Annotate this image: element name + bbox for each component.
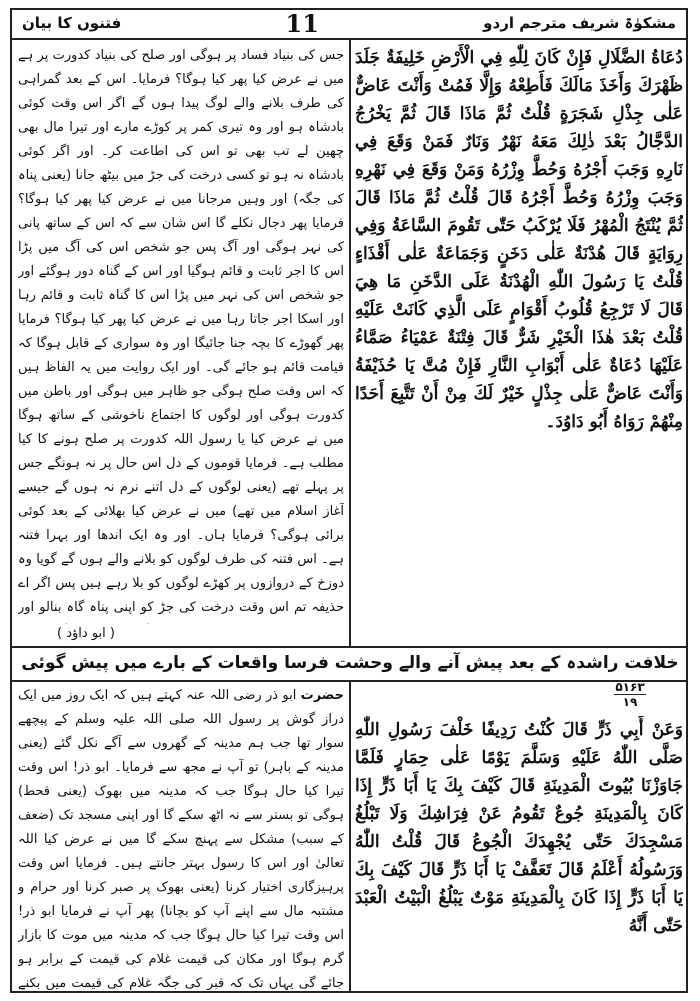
section-heading: خلافت راشدہ کے بعد پیش آنے والے وحشت فرسا واقعات کے بارے میں پیش گوئی	[21, 653, 679, 673]
urdu-translation-bottom	[18, 684, 344, 990]
source-citation: ( ابو داؤد )	[57, 626, 115, 641]
section-divider-upper	[12, 646, 686, 648]
page-header	[12, 8, 686, 40]
hadith-number-main: ۵۱۶۳	[615, 680, 645, 694]
urdu-body-bottom: ابو ذر رضی اللہ عنہ کہتے ہیں کہ ایک روز میں ایک دراز گوش پر رسول اللہ صلی اللہ علیہ وسلم کے پیچھے سوار تھا جب ہم مدینہ کے گھروں سے آگے نکل گئے (یعنی مدینہ کے باہر) تو آپ نے مجھ سے فرمایا۔ ابو ذر! اس وقت تیرا کیا حال ہوگا جب کہ مدینہ میں بھوک (یعنی قحط) ہوگی تو بستر سے نہ اٹھ سکے گا اور اپنی مسجد تک (ضعف کے سبب) مشکل سے پہنچ سکے گا میں نے عرض کیا اللہ تعالیٰ اور اس کا رسول بہتر جانتے ہیں۔ فرمایا اس وقت پرہیزگاری اختیار کرنا (یعنی بھوک پر صبر کرنا اور حرام و مشتبہ مال سے اپنے آپ کو بچانا) پھر آپ نے فرمایا ابو ذر! اس وقت تیرا کیا حال ہوگا جب کہ مدینہ میں موت کا بازار گرم ہوگا اور مکان کی قیمت غلام کی قیمت کے برابر ہو جائے گی یہاں تک کہ قبر کی جگہ غلام کی قیمت میں بکنے	[18, 688, 344, 990]
page-number: 11	[285, 8, 319, 38]
column-divider-top	[349, 40, 351, 646]
hadith-number	[600, 680, 660, 709]
hadith-number-sub: ۱۹	[622, 695, 638, 709]
arabic-text-bottom: وَعَنْ أَبِي ذَرٍّ قَالَ كُنْتُ رَدِيفًا خَلْفَ رَسُولِ اللّٰهِ صَلَّى اللّٰهُ عَلَيْهِ وَسَلَّمَ يَوْمًا عَلٰى حِمَارٍ فَلَمَّا جَاوَزْنَا بُيُوتَ الْمَدِينَةِ قَالَ كَيْفَ بِكَ يَا أَبَا ذَرٍّ إِذَا كَانَ بِالْمَدِينَةِ جُوعٌ تَقُومُ عَنْ فِرَاشِكَ وَلَا تَبْلُغُ مَسْجِدَكَ حَتّٰى يُجْهِدَكَ الْجُوعُ قَالَ قُلْتُ اللّٰهُ وَرَسُولُهُ أَعْلَمُ قَالَ تَعَفَّفْ يَا أَبَا ذَرٍّ قَالَ كَيْفَ بِكَ يَا أَبَا ذَرٍّ إِذَا كَانَ بِالْمَدِينَةِ مَوْتٌ يَبْلُغُ الْبَيْتُ الْعَبْدَ حَتّٰى أَنَّهُ	[355, 720, 683, 936]
book-title: مشکوٰۃ شریف مترجم اردو	[483, 14, 676, 32]
column-divider-bottom	[349, 680, 351, 993]
chapter-title: فتنوں کا بیان	[22, 14, 122, 32]
urdu-translation-top: جس کی بنیاد فساد پر ہوگی اور صلح کی بنیاد کدورت پر ہے میں نے عرض کیا پھر کیا ہوگا؟ فرمایا۔ اس کے بعد گمراہی کی طرف بلانے والے لوگ پیدا ہوں گے اگر اس وقت کوئی بادشاہ ہو اور وہ تیری کمر پر کوڑے مارے اور تیرا مال بھی چھین لے تب بھی تو اس کی اطاعت کر۔ اور اگر کوئی بادشاہ نہ ہو تو کسی درخت کی جڑ میں بیٹھ جانا (یعنی پناہ کی جگہ) اور وہیں مرجانا میں نے عرض کیا پھر کیا ہوگا؟ فرمایا پھر دجال نکلے گا اس شان سے کہ اس کے ساتھ پانی کی نہر ہوگی اور آگ پس جو شخص اس کی آگ میں پڑا اس کا اجر ثابت و قائم ہوگیا اور اس کے گناہ دور ہوگئے اور جو شخص اس کی نہر میں پڑا اس کا گناہ ثابت و قائم رہا اور اسکا اجر جاتا رہا میں نے عرض کیا پھر کیا ہوگا؟ فرمایا پھر گھوڑے کا بچہ جنا جائیگا اور وہ سواری کے قابل ہوگا کہ قیامت قائم ہو جائے گی۔ اور ایک روایت میں یہ الفاظ ہیں کہ اس وقت صلح ہوگی جو ظاہر میں ہوگی اور باطن میں کدورت ہوگی اور لوگوں کا اجتماع ناخوشی کے ساتھ ہوگا میں نے عرض کیا یا رسول اللہ کدورت پر صلح ہونے کا کیا مطلب ہے۔ فرمایا قوموں کے دل اس حال پر نہ ہونگے جس پر پہلے تھے (یعنی لوگوں کے دل اتنے نرم نہ ہوں گے جیسے آغاز اسلام میں تھے) میں نے عرض کیا بھلائی کے بعد کوئی برائی ہوگی؟ فرمایا ہاں۔ اور وہ ایک اندھا اور بہرا فتنہ ہے۔ اس فتنہ کی طرف لوگوں کو بلانے والے ہوں گے گویا وہ دوزخ کے دروازوں پر کھڑے لوگوں کو بلا رہے ہیں پس اگر اے حذیفہ تم اس وقت درخت کی جڑ کو اپنی پناہ گاہ بنالو اور	[18, 48, 344, 615]
arabic-text-top: دُعَاةُ الضَّلَالِ فَإِنْ كَانَ لِلّٰهِ فِي الْأَرْضِ خَلِيفَةٌ جَلَدَ ظَهْرَكَ وَأَخَذَ مَالَكَ فَأَطِعْهُ وَإِلَّا فَمُتْ وَأَنْتَ عَاضٌّ عَلٰى جِذْلِ شَجَرَةٍ قُلْتُ ثُمَّ مَاذَا قَالَ ثُمَّ يَخْرُجُ الدَّجَّالُ بَعْدَ ذٰلِكَ مَعَهُ نَهْرٌ وَنَارٌ فَمَنْ وَقَعَ فِي نَارِهِ وَجَبَ أَجْرُهُ وَحُطَّ وِزْرُهُ وَمَنْ وَقَعَ فِي نَهْرِهِ وَجَبَ وِزْرُهُ وَحُطَّ أَجْرُهُ قَالَ قُلْتُ ثُمَّ مَاذَا قَالَ ثُمَّ يُنْتَجُ الْمُهْرُ فَلَا يُرْكَبُ حَتّٰى تَقُومَ السَّاعَةُ وَفِي رِوَايَةٍ قَالَ هُدْنَةٌ عَلٰى دَخَنٍ وَجَمَاعَةٌ عَلٰى أَقْذَاءٍ قُلْتُ يَا رَسُولَ اللّٰهِ الْهُدْنَةُ عَلَى الدَّخَنِ مَا هِيَ قَالَ لَا تَرْجِعُ قُلُوبُ أَقْوَامٍ عَلَى الَّذِي كَانَتْ عَلَيْهِ قُلْتُ بَعْدَ هٰذَا الْخَيْرِ شَرٌّ قَالَ فِتْنَةٌ عَمْيَاءُ صَمَّاءُ عَلَيْهَا دُعَاةٌ عَلٰى أَبْوَابِ النَّارِ فَإِنْ مُتَّ يَا حُذَيْفَةُ وَأَنْتَ عَاضٌّ عَلٰى جِذْلٍ خَيْرٌ لَكَ مِنْ أَنْ تَتَّبِعَ أَحَدًا مِنْهُمْ رَوَاهُ أَبُو دَاوُدَ۔	[355, 48, 683, 432]
urdu-lead-word: حضرت	[300, 688, 344, 703]
